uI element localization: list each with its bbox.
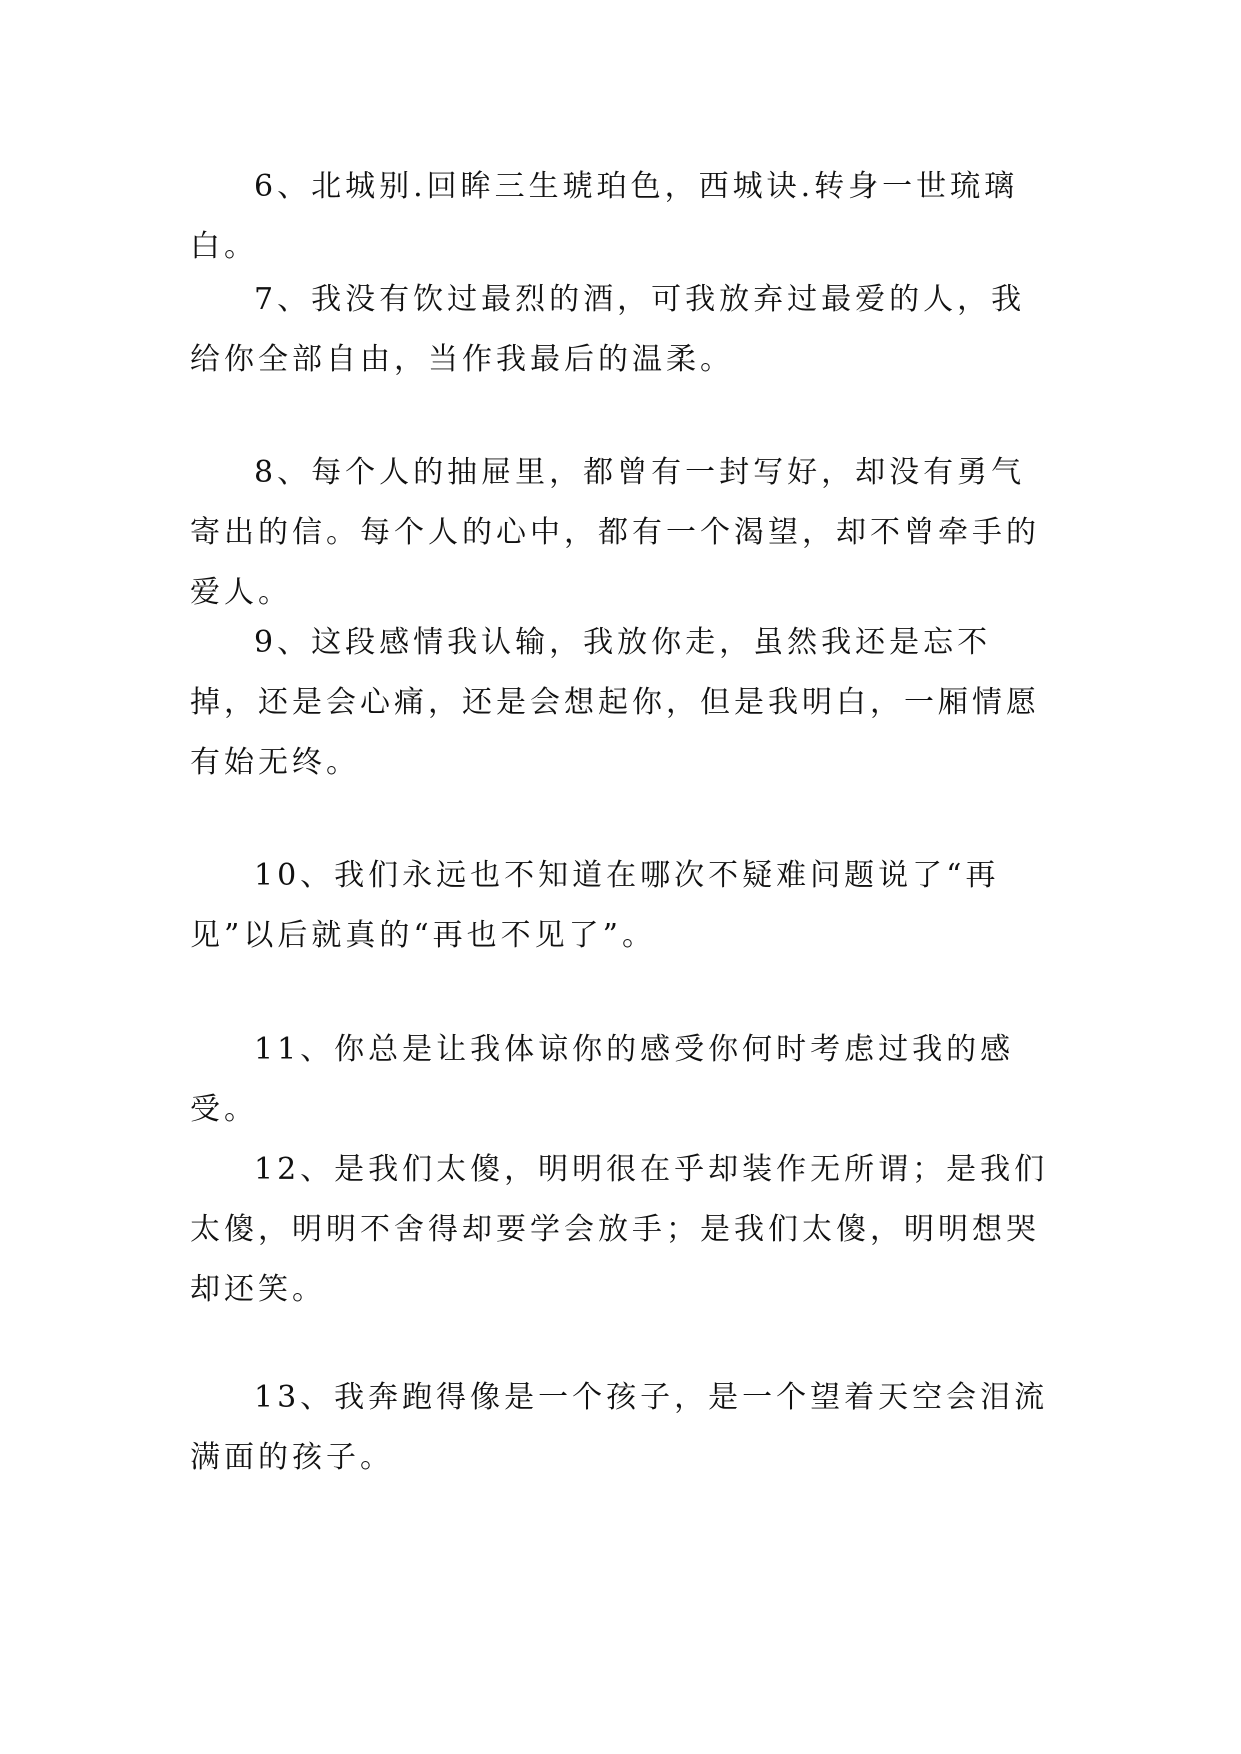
paragraph-12: 12、是我们太傻，明明很在乎却装作无所谓；是我们太傻，明明不舍得却要学会放手；是我们太傻，明明想哭却还笑。 (190, 1152, 1049, 1307)
paragraph-7: 7、我没有饮过最烈的酒，可我放弃过最爱的人，我给你全部自由，当作我最后的温柔。 (190, 282, 1026, 377)
paragraph-6: 6、北城别.回眸三生琥珀色，西城诀.转身一世琉璃白。 (190, 169, 1019, 264)
paragraph-10: 10、我们永远也不知道在哪次不疑难问题说了“再见”以后就真的“再也不见了”。 (190, 858, 1000, 953)
paragraph-9: 9、这段感情我认输，我放你走，虽然我还是忘不掉，还是会心痛，还是会想起你，但是我明白，一厢情愿有始无终。 (190, 625, 1040, 780)
paragraph-8: 8、每个人的抽屉里，都曾有一封写好，却没有勇气寄出的信。每个人的心中，都有一个渴望，却不曾牵手的爱人。 (190, 455, 1040, 610)
paragraph-11: 11、你总是让我体谅你的感受你何时考虑过我的感受。 (190, 1032, 1015, 1127)
paragraph-13: 13、我奔跑得像是一个孩子，是一个望着天空会泪流满面的孩子。 (190, 1380, 1049, 1475)
